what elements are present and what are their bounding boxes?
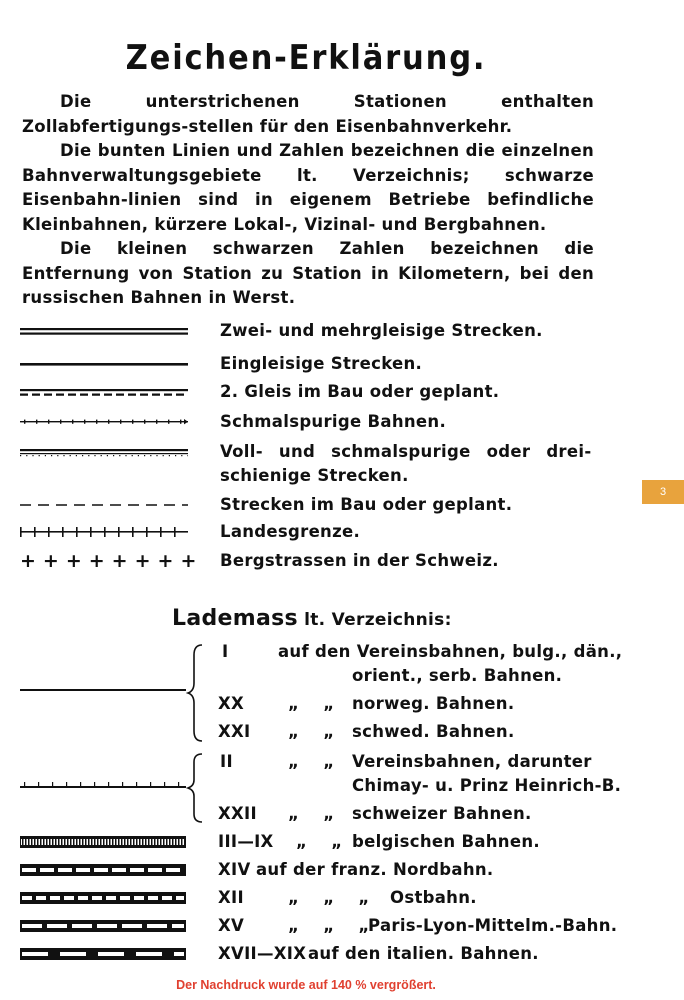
page-title: Zeichen-Erklärung. — [125, 38, 487, 78]
lm-code: XII — [218, 888, 244, 907]
lm-code: XXII — [218, 804, 257, 823]
lm-code: III—IX — [218, 832, 274, 851]
legend-row-narrow — [20, 410, 600, 434]
paragraph-2: Die bunten Linien und Zahlen bezeichnen die einzelnen Bahnverwaltungsgebiete lt. Verzeichnis; schwarze Eisenbahn-linien sind in eigenem Betriebe befindliche Kleinbahnen, kürzere Lokal-, Vizinal- und Bergbahnen. — [22, 141, 594, 234]
lm-code: II — [220, 752, 233, 771]
legend-label-line1: Voll- und schmalspurige oder drei- — [220, 442, 592, 461]
narrow-gauge-line-icon — [20, 410, 188, 434]
lm-text: orient., serb. Bahnen. — [352, 666, 563, 685]
lm-ditto: „ „ — [288, 694, 335, 713]
lm-text: auf der franz. Nordbahn. — [256, 860, 494, 879]
line-dashed-second-track-icon — [20, 380, 188, 404]
lm-code: XV — [218, 916, 245, 935]
footnote: Der Nachdruck wurde auf 140 % vergrößert. — [176, 978, 436, 992]
lademass-title: Lademass lt. Verzeichnis: — [172, 606, 452, 631]
lm-ditto: „ „ — [296, 832, 343, 851]
legend-label: 2. Gleis im Bau oder geplant. — [220, 382, 500, 401]
lm-code: XIV — [218, 860, 251, 879]
legend-row-border — [20, 520, 600, 544]
paragraph-3: Die kleinen schwarzen Zahlen bezeichnen die Entfernung von Station zu Station in Kilometern, bei den russischen Bahnen in Werst. — [22, 239, 594, 307]
intro-text — [22, 90, 594, 311]
lm-text: belgischen Bahnen. — [352, 832, 540, 851]
lm-code: XVII—XIX — [218, 944, 307, 963]
lademass-pattern-ost — [20, 892, 186, 904]
lm-text: schweizer Bahnen. — [352, 804, 532, 823]
brace-icon — [186, 643, 204, 743]
legend-row-cross — [20, 549, 600, 573]
brace-icon — [186, 752, 204, 824]
lm-text: auf den Vereinsbahnen, bulg., dän., — [278, 642, 623, 661]
legend-label: Zwei- und mehrgleisige Strecken. — [220, 321, 543, 340]
legend-label: Landesgrenze. — [220, 522, 361, 541]
lm-text: Chimay- u. Prinz Heinrich-B. — [352, 776, 622, 795]
lademass-line-group2 — [20, 786, 186, 788]
mixed-gauge-line-icon — [20, 440, 188, 464]
lm-code: I — [222, 642, 229, 661]
lm-text: Vereinsbahnen, darunter — [352, 752, 592, 771]
lm-code: XX — [218, 694, 245, 713]
lademass-pattern-belgian — [20, 836, 186, 848]
single-line-icon — [20, 352, 188, 376]
legend-row-mixed — [20, 440, 600, 490]
legend-label: Schmalspurige Bahnen. — [220, 412, 447, 431]
legend-label-line2: schienige Strecken. — [220, 466, 409, 485]
lm-text: Paris-Lyon-Mittelm.-Bahn. — [368, 916, 618, 935]
lm-text: Ostbahn. — [390, 888, 477, 907]
paragraph-1: Die unterstrichenen Stationen enthalten Zollabfertigungs-stellen für den Eisenbahnverkehr. — [22, 92, 594, 136]
legend-row-single — [20, 352, 600, 376]
legend-label: Eingleisige Strecken. — [220, 354, 423, 373]
border-line-icon — [20, 520, 188, 544]
lademass-line-group1 — [20, 689, 186, 691]
lm-ditto: „ „ „ — [288, 916, 370, 935]
page-number-tab[interactable]: 3 — [642, 480, 684, 504]
lm-ditto: „ „ — [288, 804, 335, 823]
legend-row-dashed — [20, 493, 600, 517]
dashed-line-icon — [20, 493, 188, 517]
lm-text: schwed. Bahnen. — [352, 722, 515, 741]
lademass-pattern-italian — [20, 948, 186, 960]
lademass-pattern-plm — [20, 920, 186, 932]
lademass-pattern-nord — [20, 864, 186, 876]
cross-line-icon: ++++++++ — [20, 550, 204, 572]
lm-text: norweg. Bahnen. — [352, 694, 515, 713]
double-line-icon — [20, 319, 188, 343]
legend-label: Bergstrassen in der Schweiz. — [220, 551, 499, 570]
lm-text: auf den italien. Bahnen. — [308, 944, 539, 963]
lm-ditto: „ „ „ — [288, 888, 370, 907]
legend-row-second-track — [20, 380, 600, 404]
legend-row-double — [20, 319, 600, 343]
lm-ditto: „ „ — [288, 752, 335, 771]
legend-label: Strecken im Bau oder geplant. — [220, 495, 513, 514]
lm-code: XXI — [218, 722, 251, 741]
lm-ditto: „ „ — [288, 722, 335, 741]
